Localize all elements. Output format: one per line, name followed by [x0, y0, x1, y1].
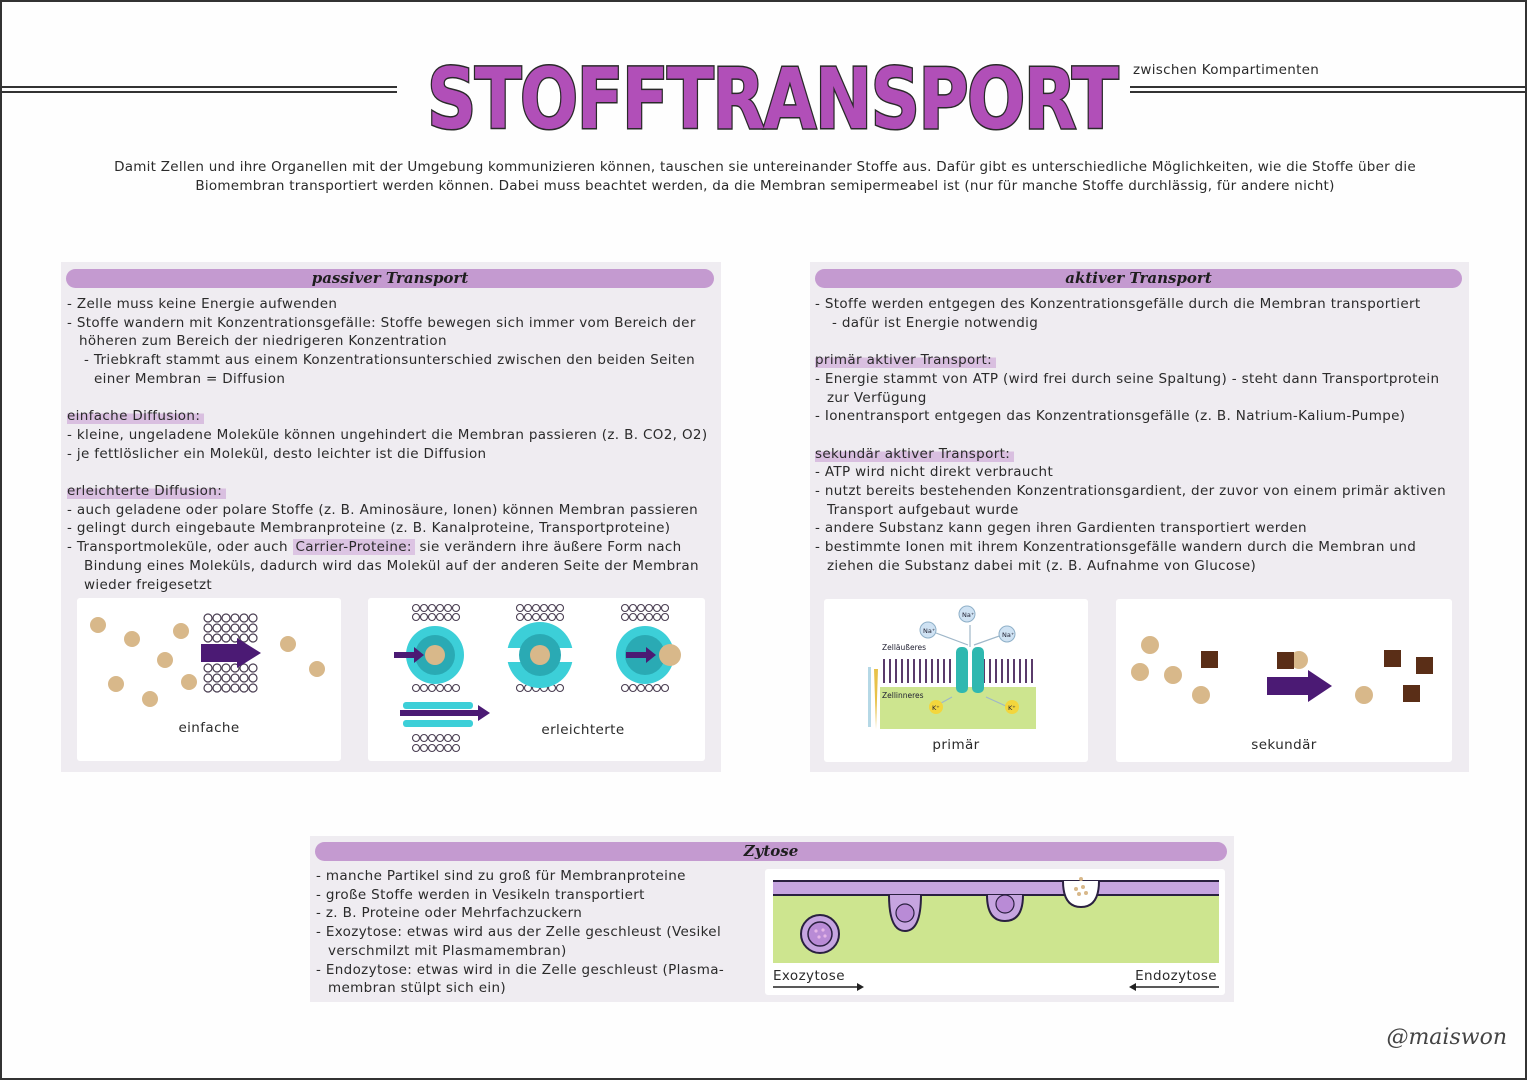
caption-sekundaer: sekundär	[1251, 737, 1317, 753]
text-fragment: - Transportmoleküle, oder auch	[67, 539, 293, 556]
text-line: höheren zum Bereich der niedrigeren Konzentration	[79, 333, 447, 350]
passive-text	[67, 295, 707, 594]
heading-einfache-diffusion: einfache Diffusion:	[67, 408, 204, 424]
text-line: - z. B. Proteine oder Mehrfachzuckern	[316, 905, 583, 922]
heading-primaer-aktiver-transport: primär aktiver Transport:	[815, 352, 996, 368]
author-signature: @maiswon	[1386, 1025, 1507, 1050]
text-line: membran stülpt sich ein)	[328, 980, 506, 997]
text-line: - je fettlöslicher ein Molekül, desto leichter ist die Diffusion	[67, 445, 487, 462]
zytose-text	[316, 867, 724, 998]
text-line: zur Verfügung	[827, 389, 927, 406]
text-line: einer Membran = Diffusion	[94, 370, 286, 387]
caption-primaer: primär	[932, 737, 980, 753]
einfache-diffusion-figure	[77, 598, 341, 761]
text-line: - Zelle muss keine Energie aufwenden	[67, 296, 338, 312]
page-title	[410, 30, 1130, 145]
heading-sekundaer-aktiver-transport: sekundär aktiver Transport:	[815, 446, 1014, 462]
einfache-diffusion-diagram	[77, 598, 341, 761]
text-line: - Stoffe wandern mit Konzentrationsgefälle: Stoffe bewegen sich immer vom Bereich der	[67, 314, 696, 331]
intro-line: Damit Zellen und ihre Organellen mit der Umgebung kommunizieren können, tauschen sie untereinander Stoffe aus. Dafür gibt es unterschiedliche Möglichkeiten, wie die Stoffe über die	[114, 159, 1416, 175]
page-subtitle: zwischen Kompartimenten	[1133, 62, 1320, 78]
text-line: Bindung eines Moleküls, dadurch wird das Molekül auf der anderen Seite der Membran	[84, 557, 699, 574]
intro-text	[70, 158, 1460, 196]
na-ion-label: Na⁺	[1002, 631, 1015, 639]
caption-exozytose: Exozytose	[773, 968, 845, 984]
na-ion-label: Na⁺	[923, 627, 936, 635]
sekundaer-transport-figure	[1116, 599, 1452, 762]
na-ion-label: Na⁺	[962, 611, 975, 619]
zytose-figure	[765, 869, 1225, 995]
text-line: - Triebkraft stammt aus einem Konzentrationsunterschied zwischen den beiden Seiten	[84, 352, 696, 369]
text-fragment: sie verändern ihre äußere Form nach	[414, 539, 682, 556]
text-line: - große Stoffe werden in Vesikeln transportiert	[316, 886, 645, 903]
text-line: verschmilzt mit Plasmamembran)	[328, 942, 567, 959]
header-rule-left	[0, 86, 397, 93]
text-line: - bestimmte Ionen mit ihrem Konzentrationsgefälle wandern durch die Membran und	[815, 539, 1417, 556]
page-title-text: STOFFTRANSPORT	[427, 50, 1119, 145]
header-rule-right	[1130, 86, 1527, 93]
caption-einfache: einfache	[178, 720, 240, 736]
intro-line: Biomembran transportiert werden können. Dabei muss beachtet werden, da die Membran semipermeabel ist (nur für manche Stoffe durchlässig, für andere nicht)	[195, 178, 1335, 194]
caption-erleichterte: erleichterte	[541, 722, 625, 738]
k-ion-label: K⁺	[1008, 704, 1016, 712]
text-line: Transport aufgebaut wurde	[827, 501, 1019, 518]
text-line: - Energie stammt von ATP (wird frei durch seine Spaltung) - steht dann Transportprotein	[815, 370, 1440, 387]
erleichterte-diffusion-figure	[368, 598, 705, 761]
text-line: - Stoffe werden entgegen des Konzentrationsgefälle durch die Membran transportiert	[815, 296, 1421, 312]
text-line: - manche Partikel sind zu groß für Membranproteine	[316, 868, 686, 884]
passive-title: passiver Transport	[66, 269, 714, 288]
caption-endozytose: Endozytose	[1135, 968, 1217, 984]
text-line: ziehen die Substanz dabei mit (z. B. Aufnahme von Glucose)	[827, 557, 1257, 574]
k-ion-label: K⁺	[932, 704, 940, 712]
primaer-transport-figure	[824, 599, 1088, 762]
inside-label: Zellinneres	[882, 691, 924, 700]
outside-label: Zelläußeres	[882, 643, 927, 652]
active-title: aktiver Transport	[815, 269, 1462, 288]
text-line: - Endozytose: etwas wird in die Zelle geschleust (Plasma-	[316, 961, 725, 978]
text-line: - nutzt bereits bestehenden Konzentrationsgardient, der zuvor von einem primär aktiven	[815, 483, 1446, 500]
text-line: wieder freigesetzt	[84, 576, 213, 593]
text-line: - ATP wird nicht direkt verbraucht	[815, 464, 1054, 481]
text-line: - auch geladene oder polare Stoffe (z. B. Aminosäure, Ionen) können Membran passieren	[67, 501, 699, 518]
carrier-proteine-highlight: Carrier-Proteine:	[293, 539, 415, 555]
text-line: - dafür ist Energie notwendig	[832, 314, 1039, 331]
zytose-title: Zytose	[315, 842, 1227, 861]
text-line: - gelingt durch eingebaute Membranproteine (z. B. Kanalproteine, Transportproteine)	[67, 520, 671, 537]
active-text	[815, 295, 1446, 576]
text-line: - kleine, ungeladene Moleküle können ungehindert die Membran passieren (z. B. CO2, O2)	[67, 426, 708, 443]
text-line: - Ionentransport entgegen das Konzentrationsgefälle (z. B. Natrium-Kalium-Pumpe)	[815, 408, 1406, 425]
text-line: - Exozytose: etwas wird aus der Zelle geschleust (Vesikel	[316, 924, 722, 941]
heading-erleichterte-diffusion: erleichterte Diffusion:	[67, 483, 226, 499]
text-line: - andere Substanz kann gegen ihren Gardienten transportiert werden	[815, 520, 1307, 537]
